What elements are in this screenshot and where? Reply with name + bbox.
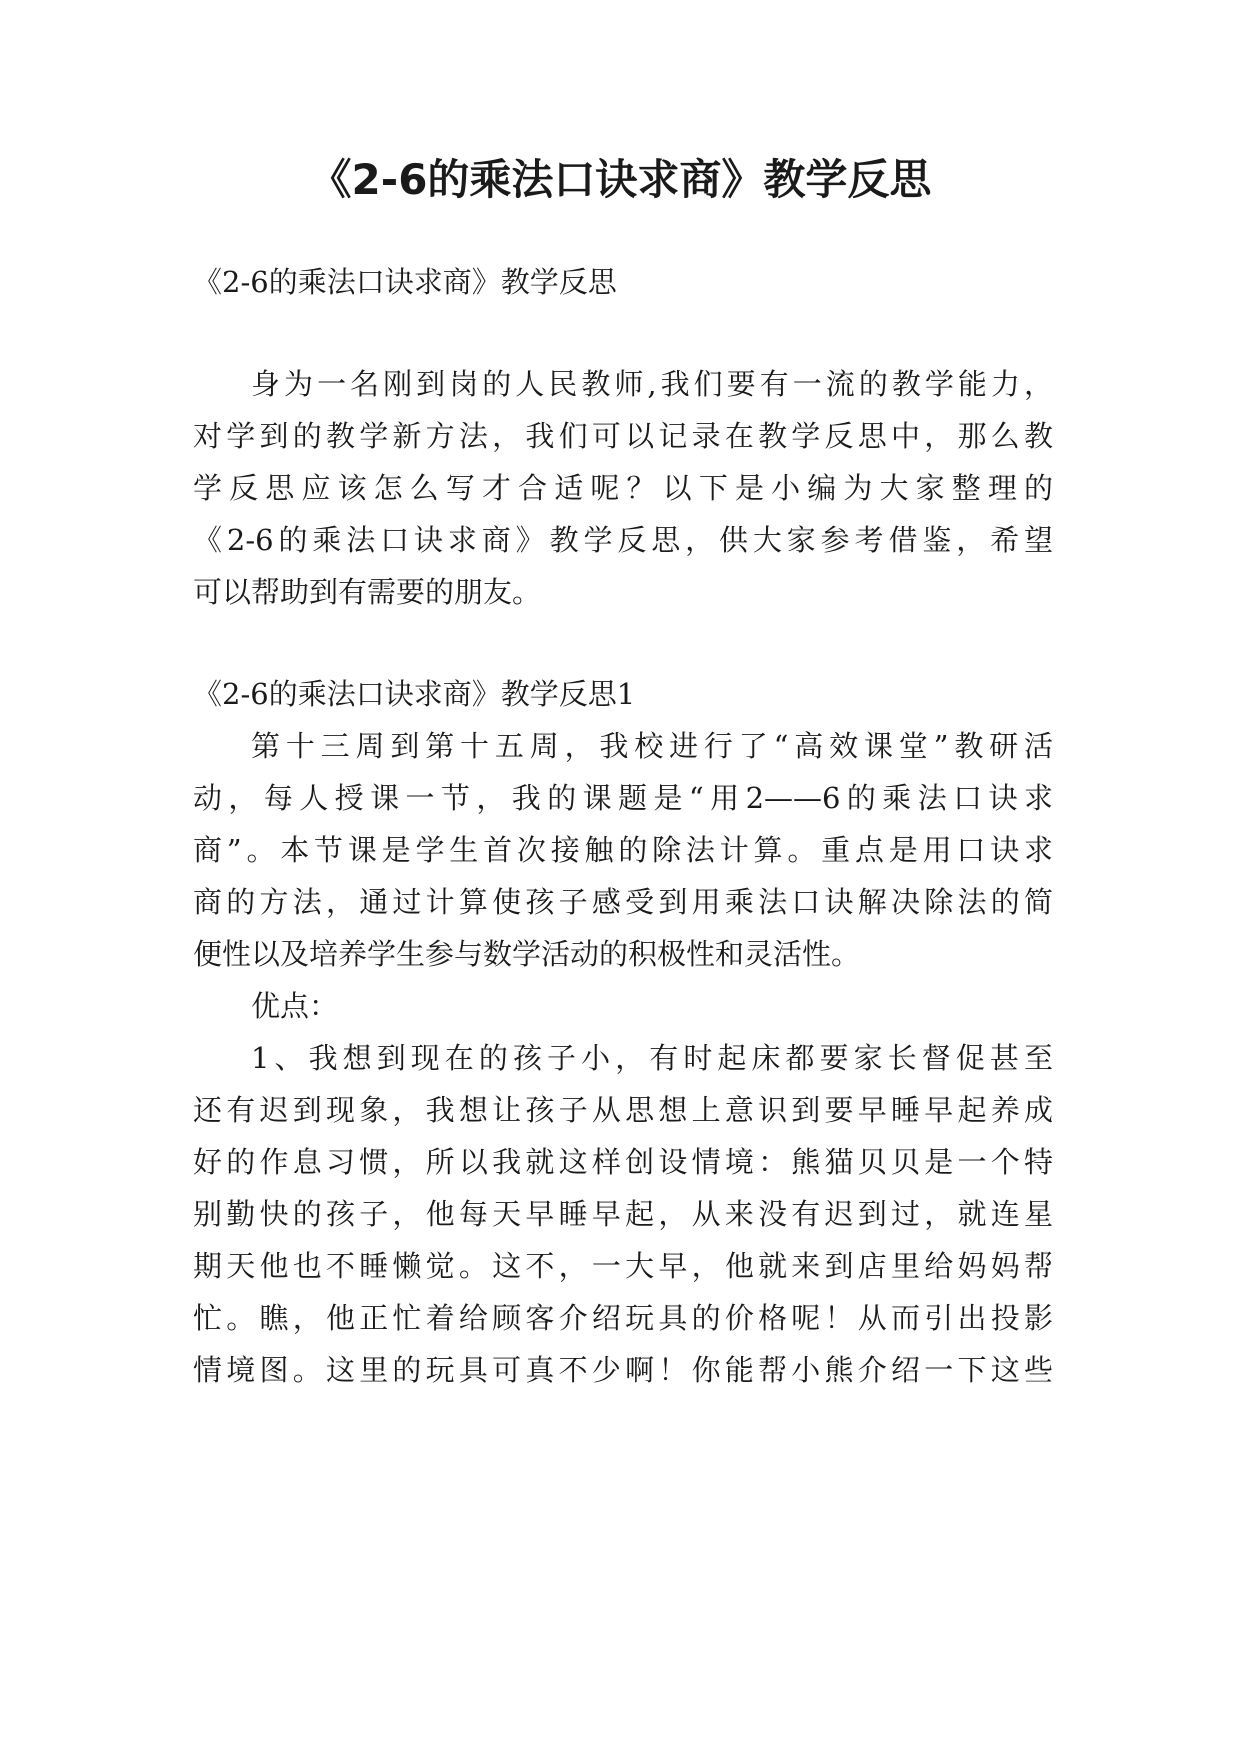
intro-line: 身为一名刚到岗的人民教师,我们要有一流的教学能力， <box>251 367 1053 401</box>
document-title: 《2-6的乘法口诀求商》教学反思 <box>309 155 932 204</box>
paragraph-line: 动，每人授课一节，我的课题是“用2——6的乘法口诀求 <box>193 781 1053 815</box>
intro-line: 对学到的教学新方法，我们可以记录在教学反思中，那么教 <box>193 419 1053 453</box>
paragraph-line: 便性以及培养学生参与数学活动的积极性和灵活性。 <box>193 937 861 971</box>
document-subtitle: 《2-6的乘法口诀求商》教学反思 <box>193 265 617 299</box>
paragraph-line: 忙。瞧，他正忙着给顾客介绍玩具的价格呢！从而引出投影 <box>193 1301 1053 1335</box>
paragraph-line: 情境图。这里的玩具可真不少啊！你能帮小熊介绍一下这些 <box>193 1353 1053 1387</box>
paragraph-line: 1、我想到现在的孩子小，有时起床都要家长督促甚至 <box>251 1041 1053 1075</box>
paragraph-line: 第十三周到第十五周，我校进行了“高效课堂”教研活 <box>251 729 1053 763</box>
paragraph-line: 商”。本节课是学生首次接触的除法计算。重点是用口诀求 <box>193 833 1053 867</box>
paragraph-line: 好的作息习惯，所以我就这样创设情境：熊猫贝贝是一个特 <box>193 1145 1053 1179</box>
paragraph-line: 还有迟到现象，我想让孩子从思想上意识到要早睡早起养成 <box>193 1093 1053 1127</box>
paragraph-line: 期天他也不睡懒觉。这不，一大早，他就来到店里给妈妈帮 <box>193 1249 1053 1283</box>
paragraph-line: 别勤快的孩子，他每天早睡早起，从来没有迟到过，就连星 <box>193 1197 1053 1231</box>
intro-line: 可以帮助到有需要的朋友。 <box>193 575 542 609</box>
intro-line: 学反思应该怎么写才合适呢？以下是小编为大家整理的 <box>193 471 1053 505</box>
section-heading: 《2-6的乘法口诀求商》教学反思1 <box>193 677 636 711</box>
advantages-label: 优点： <box>251 989 339 1023</box>
paragraph-line: 商的方法，通过计算使孩子感受到用乘法口诀解决除法的简 <box>193 885 1053 919</box>
intro-line: 《2-6的乘法口诀求商》教学反思，供大家参考借鉴，希望 <box>193 523 1053 557</box>
